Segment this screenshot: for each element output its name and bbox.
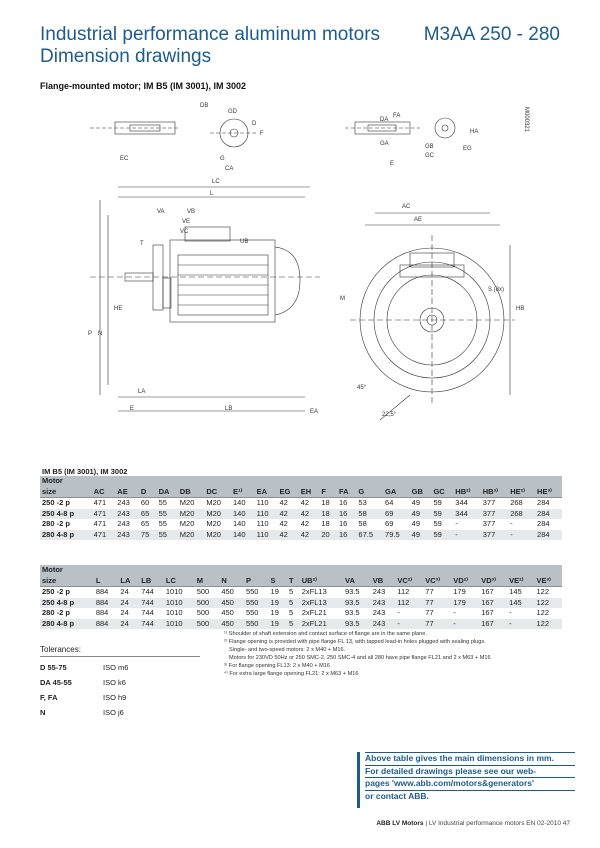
table-cell: 1010	[165, 587, 183, 596]
table-cell: 2xFL13	[301, 587, 327, 596]
table-cell: 884	[95, 608, 109, 617]
svg-text:GB: GB	[425, 144, 434, 150]
column-header: GB	[410, 487, 432, 498]
svg-text:CA: CA	[225, 166, 234, 172]
table-cell: 1010	[164, 619, 195, 630]
table-cell: 110	[256, 519, 269, 528]
table-cell: 19	[269, 598, 287, 609]
tolerance-row	[40, 678, 200, 693]
tolerance-value: ISO h9	[103, 693, 127, 702]
table-row	[40, 619, 562, 630]
table-cell: 59	[431, 509, 453, 520]
table-cell: 500	[196, 587, 210, 596]
table-cell: 268	[510, 498, 523, 507]
column-header: P	[244, 576, 269, 587]
svg-text:HE: HE	[114, 306, 123, 312]
table1-caption: IM B5 (IM 3001), IM 3002	[42, 467, 128, 476]
svg-text:AE: AE	[414, 217, 423, 223]
table-cell: 112	[395, 598, 423, 609]
table-cell: 243	[117, 498, 130, 507]
table-cell: 77	[423, 619, 451, 630]
table-cell: 140	[232, 498, 246, 507]
column-header: VE²⁾	[507, 576, 534, 587]
svg-text:G: G	[220, 156, 225, 162]
table-cell: 49	[410, 530, 432, 541]
table-cell: 77	[425, 608, 434, 617]
svg-text:GD: GD	[228, 109, 237, 115]
table-cell: 243	[372, 608, 386, 617]
info-line: Above table gives the main dimensions in mm.	[365, 752, 575, 765]
info-box	[357, 752, 575, 808]
table-cell: 500	[195, 619, 220, 630]
table-cell: 167	[481, 608, 494, 617]
column-header: size	[40, 487, 92, 498]
svg-text:M: M	[340, 296, 345, 302]
motor-size-cell: 250 4-8 p	[40, 598, 94, 609]
table-cell: 60	[140, 498, 150, 507]
table-cell: 284	[535, 530, 562, 541]
column-header: HB²⁾	[453, 487, 480, 498]
table-cell: 19	[270, 608, 279, 617]
table-cell: 377	[482, 519, 496, 528]
table-cell: 550	[244, 598, 269, 609]
table-cell: 49	[411, 519, 420, 528]
footnote: ¹⁾ Shoulder of shaft extension and contact surface of flange are in the same plane.	[224, 631, 427, 637]
dimension-drawing	[30, 95, 570, 430]
table-cell: 65	[139, 509, 157, 520]
table-cell: 24	[120, 587, 129, 596]
table-cell: -	[455, 519, 458, 528]
svg-text:22,5°: 22,5°	[382, 412, 397, 418]
svg-text:S (8x): S (8x)	[488, 287, 505, 293]
svg-text:FA: FA	[393, 113, 401, 119]
table-cell: 450	[221, 608, 234, 617]
motor-size-cell: 250 4-8 p	[40, 509, 92, 520]
table-cell: 500	[195, 598, 220, 609]
column-header: VA	[343, 576, 371, 587]
table-cell: 16	[337, 509, 356, 520]
table-cell: 284	[537, 498, 550, 507]
table-cell: 884	[94, 598, 119, 609]
table-cell: 42	[299, 530, 320, 541]
table-cell: 450	[221, 587, 234, 596]
motor-body	[170, 240, 275, 322]
svg-text:LA: LA	[138, 389, 146, 395]
table-row	[40, 519, 562, 530]
table-cell: 884	[95, 587, 109, 596]
table-cell: M20	[178, 530, 205, 541]
table-cell: 243	[371, 598, 396, 609]
table-cell: 42	[279, 519, 288, 528]
tolerance-value: ISO k6	[103, 678, 126, 687]
table-cell: 55	[158, 519, 167, 528]
footer-brand: ABB LV Motors	[376, 820, 424, 827]
table-cell: 122	[536, 587, 550, 596]
svg-text:L: L	[210, 191, 214, 197]
table-cell: 179	[451, 598, 479, 609]
table-cell: 243	[372, 587, 386, 596]
table-cell: 24	[118, 619, 139, 630]
table-cell: 69	[385, 519, 394, 528]
motor-size-cell: 280 -2 p	[42, 519, 70, 528]
table-cell: 284	[535, 509, 562, 520]
table-cell: 450	[219, 598, 244, 609]
table-cell: 42	[277, 530, 298, 541]
column-header: HB³⁾	[481, 487, 508, 498]
table-cell: 65	[140, 519, 150, 528]
svg-text:DB: DB	[200, 103, 209, 109]
tolerance-key: DA 45-55	[40, 678, 72, 687]
table-cell: 500	[196, 608, 210, 617]
table-cell: 145	[509, 587, 522, 596]
svg-text:VB: VB	[187, 209, 196, 215]
table-cell: 377	[482, 498, 496, 507]
table-cell: 5	[287, 619, 300, 630]
tolerance-row	[40, 708, 200, 723]
column-header: LA	[118, 576, 139, 587]
table-cell: -	[510, 519, 513, 528]
table-cell: -	[453, 530, 480, 541]
table-cell: 471	[92, 509, 116, 520]
svg-text:EA: EA	[310, 409, 319, 415]
table-cell: 64	[385, 498, 394, 507]
table-row	[40, 608, 562, 619]
model-range: M3AA 250 - 280	[423, 24, 560, 45]
table-cell: -	[508, 530, 535, 541]
table-cell: 2xFL21	[301, 608, 327, 617]
column-header: T	[287, 576, 300, 587]
table-cell: 471	[93, 498, 107, 507]
svg-text:M000321: M000321	[523, 107, 529, 133]
table-header-cell: Motor	[40, 565, 94, 576]
table-cell: 344	[455, 498, 468, 507]
table-cell: 268	[508, 509, 535, 520]
table-cell: -	[451, 619, 479, 630]
table-cell: 1010	[164, 598, 195, 609]
table-cell: 284	[537, 519, 550, 528]
table-cell: 93.5	[343, 598, 371, 609]
tolerances-heading: Tolerances:	[40, 645, 200, 657]
footnotes	[224, 630, 569, 678]
column-header: EA	[255, 487, 278, 498]
terminal-box	[185, 227, 230, 241]
footnote: Motors for 230VD 50Hz or 250 SMC-2, 250 SMC-4 and all 280 have pipe flange FL21 and 2 x M63 + M16	[229, 655, 491, 661]
tolerance-key: F, FA	[40, 693, 58, 702]
table-cell: 140	[231, 509, 255, 520]
table-cell: 42	[300, 519, 310, 528]
table-cell: 67.5	[356, 530, 383, 541]
svg-text:VC: VC	[180, 229, 189, 235]
svg-text:VE: VE	[182, 219, 191, 225]
table-cell: M20	[204, 530, 231, 541]
column-header: EG	[277, 487, 298, 498]
svg-text:45°: 45°	[357, 385, 367, 391]
table-cell: 471	[92, 530, 116, 541]
table-cell: 377	[481, 509, 508, 520]
table-cell: 55	[158, 498, 167, 507]
svg-text:D: D	[252, 121, 257, 127]
table-cell: 42	[277, 509, 298, 520]
svg-text:DA: DA	[380, 117, 389, 123]
column-header: VC²⁾	[395, 576, 423, 587]
table-cell: 744	[139, 598, 164, 609]
table-cell: 744	[141, 587, 154, 596]
page-footer	[280, 820, 570, 827]
table-cell: M20	[204, 509, 231, 520]
tolerances	[40, 645, 200, 723]
table-cell: 5	[288, 587, 294, 596]
column-header: VD²⁾	[451, 576, 479, 587]
column-header: GC	[431, 487, 453, 498]
flange	[153, 245, 163, 310]
table-cell: 16	[338, 519, 348, 528]
table-cell: 55	[157, 509, 178, 520]
table-cell: 93.5	[343, 619, 371, 630]
tolerance-key: D 55-75	[40, 663, 67, 672]
svg-text:T: T	[140, 241, 144, 247]
footnote: Single- and two-speed motors: 2 x M40 + M16.	[229, 647, 346, 653]
motor-size-cell: 280 4-8 p	[40, 619, 94, 630]
table-cell: 140	[231, 530, 255, 541]
table-cell: 42	[279, 498, 288, 507]
column-header: M	[195, 576, 220, 587]
svg-text:HB: HB	[516, 306, 525, 312]
table-cell: 59	[433, 498, 442, 507]
table-cell: 471	[93, 519, 107, 528]
table-row	[40, 587, 562, 598]
table-cell: 110	[255, 530, 278, 541]
table-cell: 5	[287, 598, 300, 609]
column-header: LC	[164, 576, 195, 587]
column-header: GA	[383, 487, 410, 498]
table-cell: 550	[245, 608, 259, 617]
table-cell: 18	[319, 509, 337, 520]
column-header: D	[139, 487, 157, 498]
table-cell: -	[509, 608, 512, 617]
tolerance-row	[40, 693, 200, 708]
tolerance-value: ISO j6	[103, 708, 124, 717]
svg-text:P: P	[88, 331, 93, 337]
table-cell: M20	[179, 519, 195, 528]
table-cell: 58	[356, 509, 383, 520]
column-header: E¹⁾	[231, 487, 255, 498]
svg-text:LC: LC	[212, 179, 220, 185]
table-cell: -	[397, 608, 400, 617]
table-cell: 344	[453, 509, 480, 520]
table-cell: 2xFL21	[300, 619, 343, 630]
table-cell: M20	[178, 509, 205, 520]
column-header: DC	[204, 487, 231, 498]
table-cell: 77	[425, 587, 434, 596]
table-cell: 5	[288, 608, 294, 617]
table-row	[40, 498, 562, 509]
table-row	[40, 530, 562, 541]
info-line: or contact ABB.	[365, 790, 575, 803]
tolerance-value: ISO m6	[103, 663, 129, 672]
column-header: S	[269, 576, 287, 587]
svg-text:N: N	[98, 331, 103, 337]
table-cell: 58	[358, 519, 367, 528]
info-line: For detailed drawings please see our web-	[365, 765, 575, 778]
table-cell: 24	[120, 608, 129, 617]
column-header: EH	[299, 487, 320, 498]
table-cell: 19	[269, 619, 287, 630]
table-cell: M20	[206, 519, 221, 528]
table-cell: 49	[410, 509, 432, 520]
column-header: L	[94, 576, 119, 587]
column-header: DA	[157, 487, 178, 498]
page-title: Industrial performance aluminum motors	[40, 24, 381, 45]
svg-text:VA: VA	[157, 209, 165, 215]
footnote: ³⁾ For flange opening FL13: 2 x M40 + M16	[224, 663, 331, 669]
table-cell: 16	[338, 498, 348, 507]
column-header: FA	[337, 487, 356, 498]
table-header-cell: Motor	[40, 476, 92, 487]
table-cell: 24	[118, 598, 139, 609]
table-cell: 167	[479, 598, 507, 609]
footer-text: | LV Industrial performance motors EN 02-2010	[425, 820, 561, 827]
table-cell: 243	[117, 519, 130, 528]
column-header: VD³⁾	[479, 576, 507, 587]
column-header: G	[356, 487, 383, 498]
table-row	[40, 598, 562, 609]
column-header: LB	[139, 576, 164, 587]
table-cell: 55	[157, 530, 178, 541]
table-cell: 122	[536, 608, 550, 617]
dimension-table-1	[40, 476, 562, 540]
table-cell: 110	[255, 509, 278, 520]
table-cell: 243	[371, 619, 396, 630]
column-header: AC	[92, 487, 116, 498]
info-line: pages 'www.abb.com/motors&generators'	[365, 777, 575, 790]
table-cell: 77	[423, 598, 451, 609]
motor-size-cell: 280 4-8 p	[40, 530, 92, 541]
table-cell: 2xFL13	[300, 598, 343, 609]
table-cell: 59	[433, 519, 442, 528]
table-cell: 18	[321, 498, 330, 507]
table-cell: 42	[300, 498, 310, 507]
table-cell: M20	[206, 498, 221, 507]
table-cell: -	[395, 619, 423, 630]
table-cell: 93.5	[345, 608, 360, 617]
table-cell: 243	[115, 530, 139, 541]
table-cell: 122	[535, 619, 562, 630]
svg-text:E: E	[130, 406, 135, 412]
table-cell: 450	[219, 619, 244, 630]
footnote: ²⁾ Flange opening is provided with pipe flange FL 13, with tapped lead-in holes plugged with sealing plugs.	[224, 639, 486, 645]
table-cell: 110	[256, 498, 269, 507]
table-cell: 179	[453, 587, 466, 596]
column-header: AE	[115, 487, 139, 498]
table-cell: 744	[139, 619, 164, 630]
svg-text:GC: GC	[425, 153, 434, 159]
table-cell: 79.5	[383, 530, 410, 541]
table-cell: M20	[179, 498, 195, 507]
table-cell: 53	[358, 498, 367, 507]
table-cell: 140	[232, 519, 246, 528]
motor-size-cell: 280 -2 p	[42, 608, 70, 617]
table-cell: 145	[507, 598, 534, 609]
table-cell: 93.5	[345, 587, 360, 596]
svg-text:GA: GA	[380, 141, 389, 147]
table-cell: 20	[319, 530, 337, 541]
table-cell: -	[507, 619, 534, 630]
table-cell: 884	[94, 619, 119, 630]
table-cell: 167	[479, 619, 507, 630]
dimension-table-2	[40, 565, 562, 629]
svg-text:LB: LB	[225, 406, 233, 412]
motor-size-cell: 250 -2 p	[42, 587, 70, 596]
table-cell: 550	[245, 587, 259, 596]
svg-text:AC: AC	[402, 204, 411, 210]
table-cell: 167	[481, 587, 494, 596]
column-header: VC³⁾	[423, 576, 451, 587]
table-cell: 16	[337, 530, 356, 541]
tolerance-row	[40, 663, 200, 678]
table-cell: 19	[270, 587, 279, 596]
table-row	[40, 509, 562, 520]
table-cell: 550	[244, 619, 269, 630]
column-header: HE²⁾	[508, 487, 535, 498]
footnote: ⁴⁾ For extra large flange opening FL21: 2 x M63 + M16	[224, 671, 359, 677]
table-cell: -	[453, 608, 456, 617]
table-cell: 377	[481, 530, 508, 541]
table-cell: 122	[535, 598, 562, 609]
table-cell: 744	[141, 608, 154, 617]
page-number: 47	[562, 820, 570, 827]
column-header: VE³⁾	[535, 576, 562, 587]
column-header: N	[219, 576, 244, 587]
table-cell: 1010	[165, 608, 183, 617]
page-header	[40, 24, 560, 68]
page-subtitle: Dimension drawings	[40, 46, 212, 67]
column-header: DB	[178, 487, 205, 498]
column-header: F	[319, 487, 337, 498]
column-header: HE³⁾	[535, 487, 562, 498]
svg-text:UB: UB	[240, 239, 249, 245]
table-cell: 42	[299, 509, 320, 520]
column-header: VB	[371, 576, 396, 587]
column-header: size	[40, 576, 94, 587]
table-cell: 243	[115, 509, 139, 520]
column-header: UB²⁾	[300, 576, 343, 587]
svg-text:E: E	[390, 161, 395, 167]
svg-text:EC: EC	[120, 156, 129, 162]
table-cell: 49	[411, 498, 420, 507]
motor-size-cell: 250 -2 p	[42, 498, 70, 507]
table-cell: 18	[321, 519, 330, 528]
table-cell: 69	[383, 509, 410, 520]
svg-text:EG: EG	[463, 146, 472, 152]
table-cell: 59	[431, 530, 453, 541]
table-cell: 75	[139, 530, 157, 541]
tolerance-key: N	[40, 708, 46, 717]
svg-text:F: F	[260, 131, 264, 137]
svg-text:HA: HA	[470, 129, 479, 135]
section-subtitle: Flange-mounted motor; IM B5 (IM 3001), IM 3002	[40, 81, 247, 91]
table-cell: 112	[397, 587, 410, 596]
